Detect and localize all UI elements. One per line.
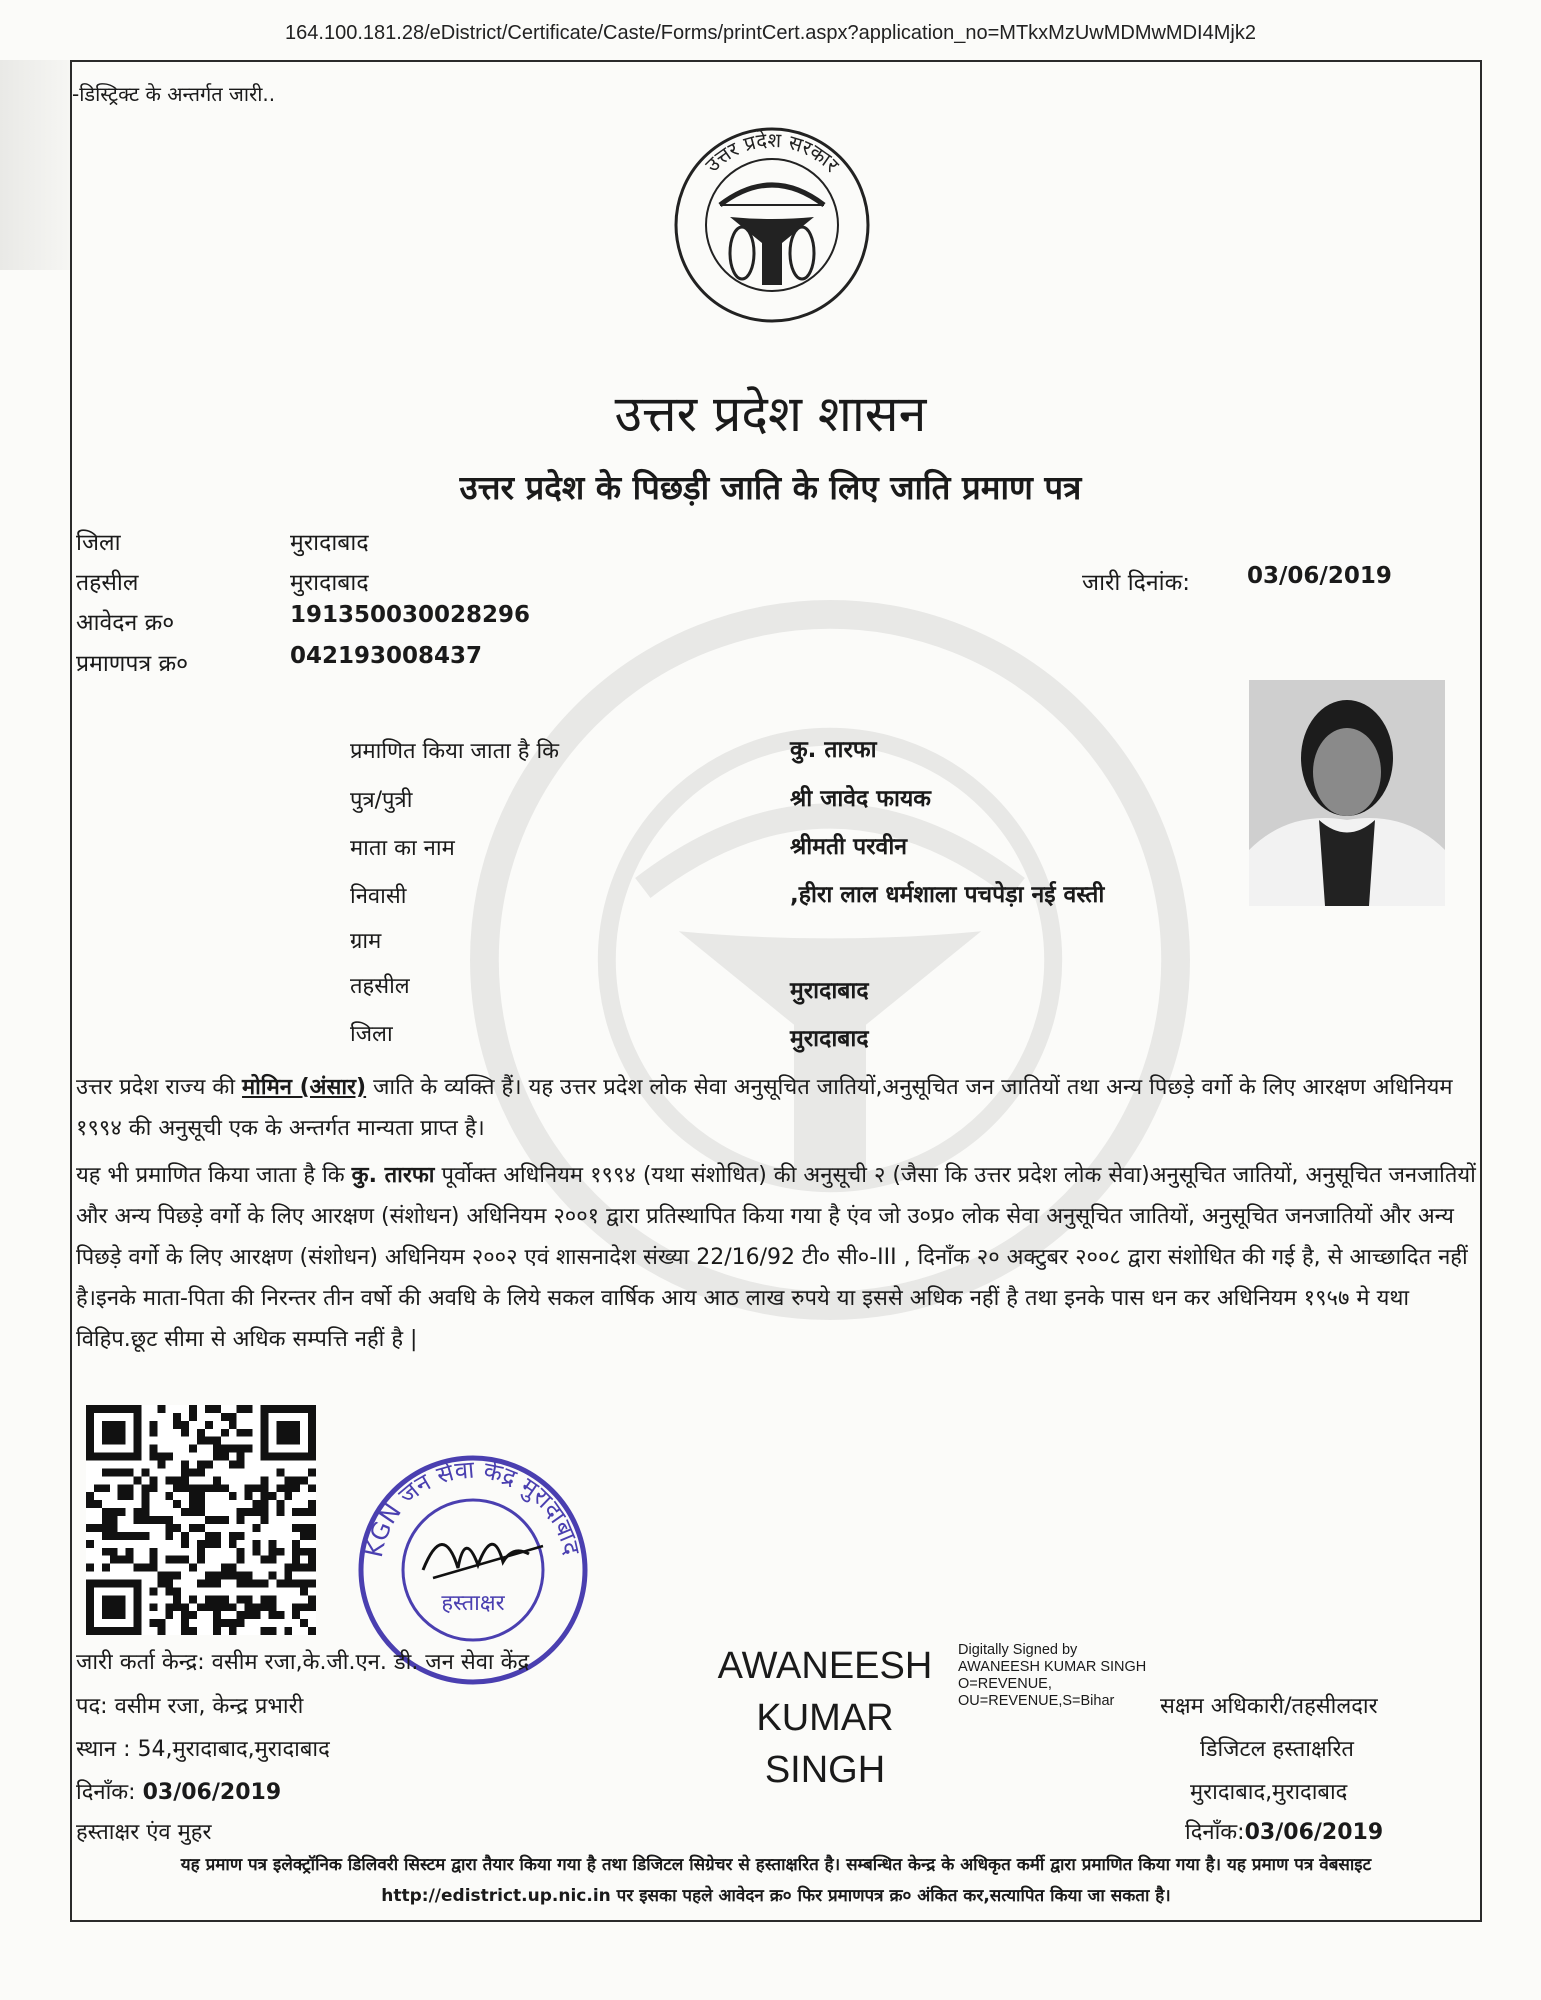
issuer-sign-label: हस्ताक्षर एंव मुहर xyxy=(76,1820,212,1845)
para2-text-post: पूर्वोक्त अधिनियम १९९४ (यथा संशोधित) की अनुसूची २ (जैसा कि उत्तर प्रदेश लोक सेवा)अनुसूचित जातियों, अनुसूचित जनजातियों और अन्य पिछड़े वर्गो के लिए आरक्षण (संशोधन) अधिनियम २००१ द्वारा प्रतिस्थापित किया गया है एंव जो उ०प्र० लोक सेवा अनुसूचित जातियों, अनुसूचित जनजातियों और अन्य पिछड़े वर्गो के लिए आरक्षण (संशोधन) अधिनियम २००२ एवं शासनादेश संख्या 22/16/92 टी० सी०-III , दिनाँक २० अक्टुबर २००८ द्वारा संशोधित की गई है, से आच्छादित नहीं है।इनके माता-पिता की निरन्तर तीन वर्षो की अवधि के लिये सकल वार्षिक आय आठ लाख रुपये या इससे अधिक नहीं है तथा इनके पास धन कर अधिनियम १९५७ मे यथा विहिप.छूट सीमा से अधिक सम्पत्ति नहीं है | xyxy=(76,1163,1476,1352)
digital-signature-name xyxy=(695,1640,955,1796)
meta-label-application-no: आवेदन क्र० xyxy=(76,610,175,636)
detail-label-child-of: पुत्र/पुत्री xyxy=(350,788,413,813)
authority-designation: सक्षम अधिकारी/तहसीलदार xyxy=(1160,1694,1378,1719)
caste-name: मोमिन (अंसार) xyxy=(242,1075,367,1100)
detail-label-district: जिला xyxy=(350,1022,393,1047)
meta-value-certificate-no: 042193008437 xyxy=(290,643,483,669)
svg-text:KGN जन सेवा केंद्र मुरादाबाद xyxy=(360,1455,586,1559)
para1-text-post: जाति के व्यक्ति हैं। यह उत्तर प्रदेश लोक सेवा अनुसूचित जातियों,अनुसूचित जन जातियों तथा अन्य पिछड़े वर्गो के लिए आरक्षण अधिनियम १९९४ की अनुसूची एक के अन्तर्गत मान्यता प्राप्त है। xyxy=(76,1075,1453,1141)
signature-line-3: SINGH xyxy=(764,1749,886,1791)
para2-name: कु. तारफा xyxy=(351,1163,435,1188)
applicant-photo xyxy=(1249,680,1445,906)
header-note: -डिस्ट्रिक्ट के अन्तर्गत जारी.. xyxy=(72,82,276,106)
detail-label-resident: निवासी xyxy=(350,884,407,909)
emblem-text: उत्तर प्रदेश सरकार xyxy=(700,127,845,177)
authority-location: मुरादाबाद,मुरादाबाद xyxy=(1190,1780,1348,1805)
torn-edge xyxy=(0,60,70,270)
authority-date-value: 03/06/2019 xyxy=(1244,1820,1384,1845)
issue-date-label: जारी दिनांक: xyxy=(1082,570,1191,596)
page-subtitle: उत्तर प्रदेश के पिछड़ी जाति के लिए जाति प्रमाण पत्र xyxy=(459,468,1082,507)
footer-note: यह प्रमाण पत्र इलेक्ट्रॉनिक डिलिवरी सिस्टम द्वारा तैयार किया गया है तथा डिजिटल सिग्रेचर से हस्ताक्षरित है। सम्बन्धित केन्द्र के अधिकृत कर्मी द्वारा प्रमाणित किया गया है। यह प्रमाण पत्र वेबसाइट http://edistrict.up.nic.in पर इसका पहले आवेदन क्र० फिर प्रमाणपत्र क्र० अंकित कर,सत्यापित किया जा सकता है। xyxy=(180,1855,1372,1906)
detail-label-mother: माता का नाम xyxy=(350,836,455,861)
certification-paragraph-1 xyxy=(76,1067,1476,1149)
meta-label-tehsil: तहसील xyxy=(76,570,139,596)
para1-text-pre: उत्तर प्रदेश राज्य की xyxy=(76,1075,243,1100)
issuer-date-label: दिनाँक: xyxy=(76,1780,143,1805)
meta-value-district: मुरादाबाद xyxy=(290,530,369,556)
stamp-ring-text: KGN जन सेवा केंद्र मुरादाबाद xyxy=(359,1455,586,1560)
signature-line-1: AWANEESH xyxy=(717,1645,933,1687)
detail-value-district: मुरादाबाद xyxy=(790,1026,869,1052)
stamp-center-text: हस्ताक्षर xyxy=(441,1591,505,1616)
detail-label-certified: प्रमाणित किया जाता है कि xyxy=(350,739,560,764)
issuer-place: स्थान : 54,मुरादाबाद,मुरादाबाद xyxy=(76,1737,330,1762)
page-url: 164.100.181.28/eDistrict/Certificate/Caste/Forms/printCert.aspx?application_no=MTkxMzUwMDMwMDI4Mjk2 xyxy=(285,22,1256,44)
certification-paragraph-2 xyxy=(76,1155,1476,1360)
issuer-date-value: 03/06/2019 xyxy=(142,1780,282,1805)
issuer-date xyxy=(76,1776,281,1806)
digital-signature-note: Digitally Signed by AWANEESH KUMAR SINGH O=REVENUE, OU=REVENUE,S=Bihar xyxy=(958,1642,1147,1709)
signature-line-2: KUMAR xyxy=(756,1697,894,1739)
issue-date-value: 03/06/2019 xyxy=(1247,563,1392,589)
detail-value-address: ,हीरा लाल धर्मशाला पचपेड़ा नई वस्ती xyxy=(790,882,1105,908)
authority-date-label: दिनाँक: xyxy=(1185,1820,1245,1845)
detail-label-village: ग्राम xyxy=(350,929,382,954)
meta-label-district: जिला xyxy=(76,530,121,556)
authority-digital: डिजिटल हस्ताक्षरित xyxy=(1200,1737,1354,1762)
up-emblem-icon xyxy=(672,125,872,325)
meta-value-application-no: 191350030028296 xyxy=(290,602,531,628)
svg-text:उत्तर प्रदेश सरकार xyxy=(700,128,844,177)
issuer-post: पद: वसीम रजा, केन्द्र प्रभारी xyxy=(76,1694,304,1719)
issuer-center: जारी कर्ता केन्द्र: वसीम रजा,के.जी.एन. डी. जन सेवा केंद्र xyxy=(76,1650,530,1675)
meta-label-certificate-no: प्रमाणपत्र क्र० xyxy=(76,651,189,677)
detail-value-name: कु. तारफा xyxy=(790,737,877,763)
detail-label-tehsil: तहसील xyxy=(350,974,410,999)
qr-code-icon xyxy=(86,1405,316,1635)
detail-value-mother: श्रीमती परवीन xyxy=(790,834,908,860)
detail-value-father: श्री जावेद फायक xyxy=(790,786,931,812)
para2-text-pre: यह भी प्रमाणित किया जाता है कि xyxy=(76,1163,352,1188)
meta-value-tehsil: मुरादाबाद xyxy=(290,570,369,596)
page-title: उत्तर प्रदेश शासन xyxy=(614,385,927,443)
detail-value-tehsil: मुरादाबाद xyxy=(790,978,869,1004)
authority-date xyxy=(1185,1816,1383,1846)
